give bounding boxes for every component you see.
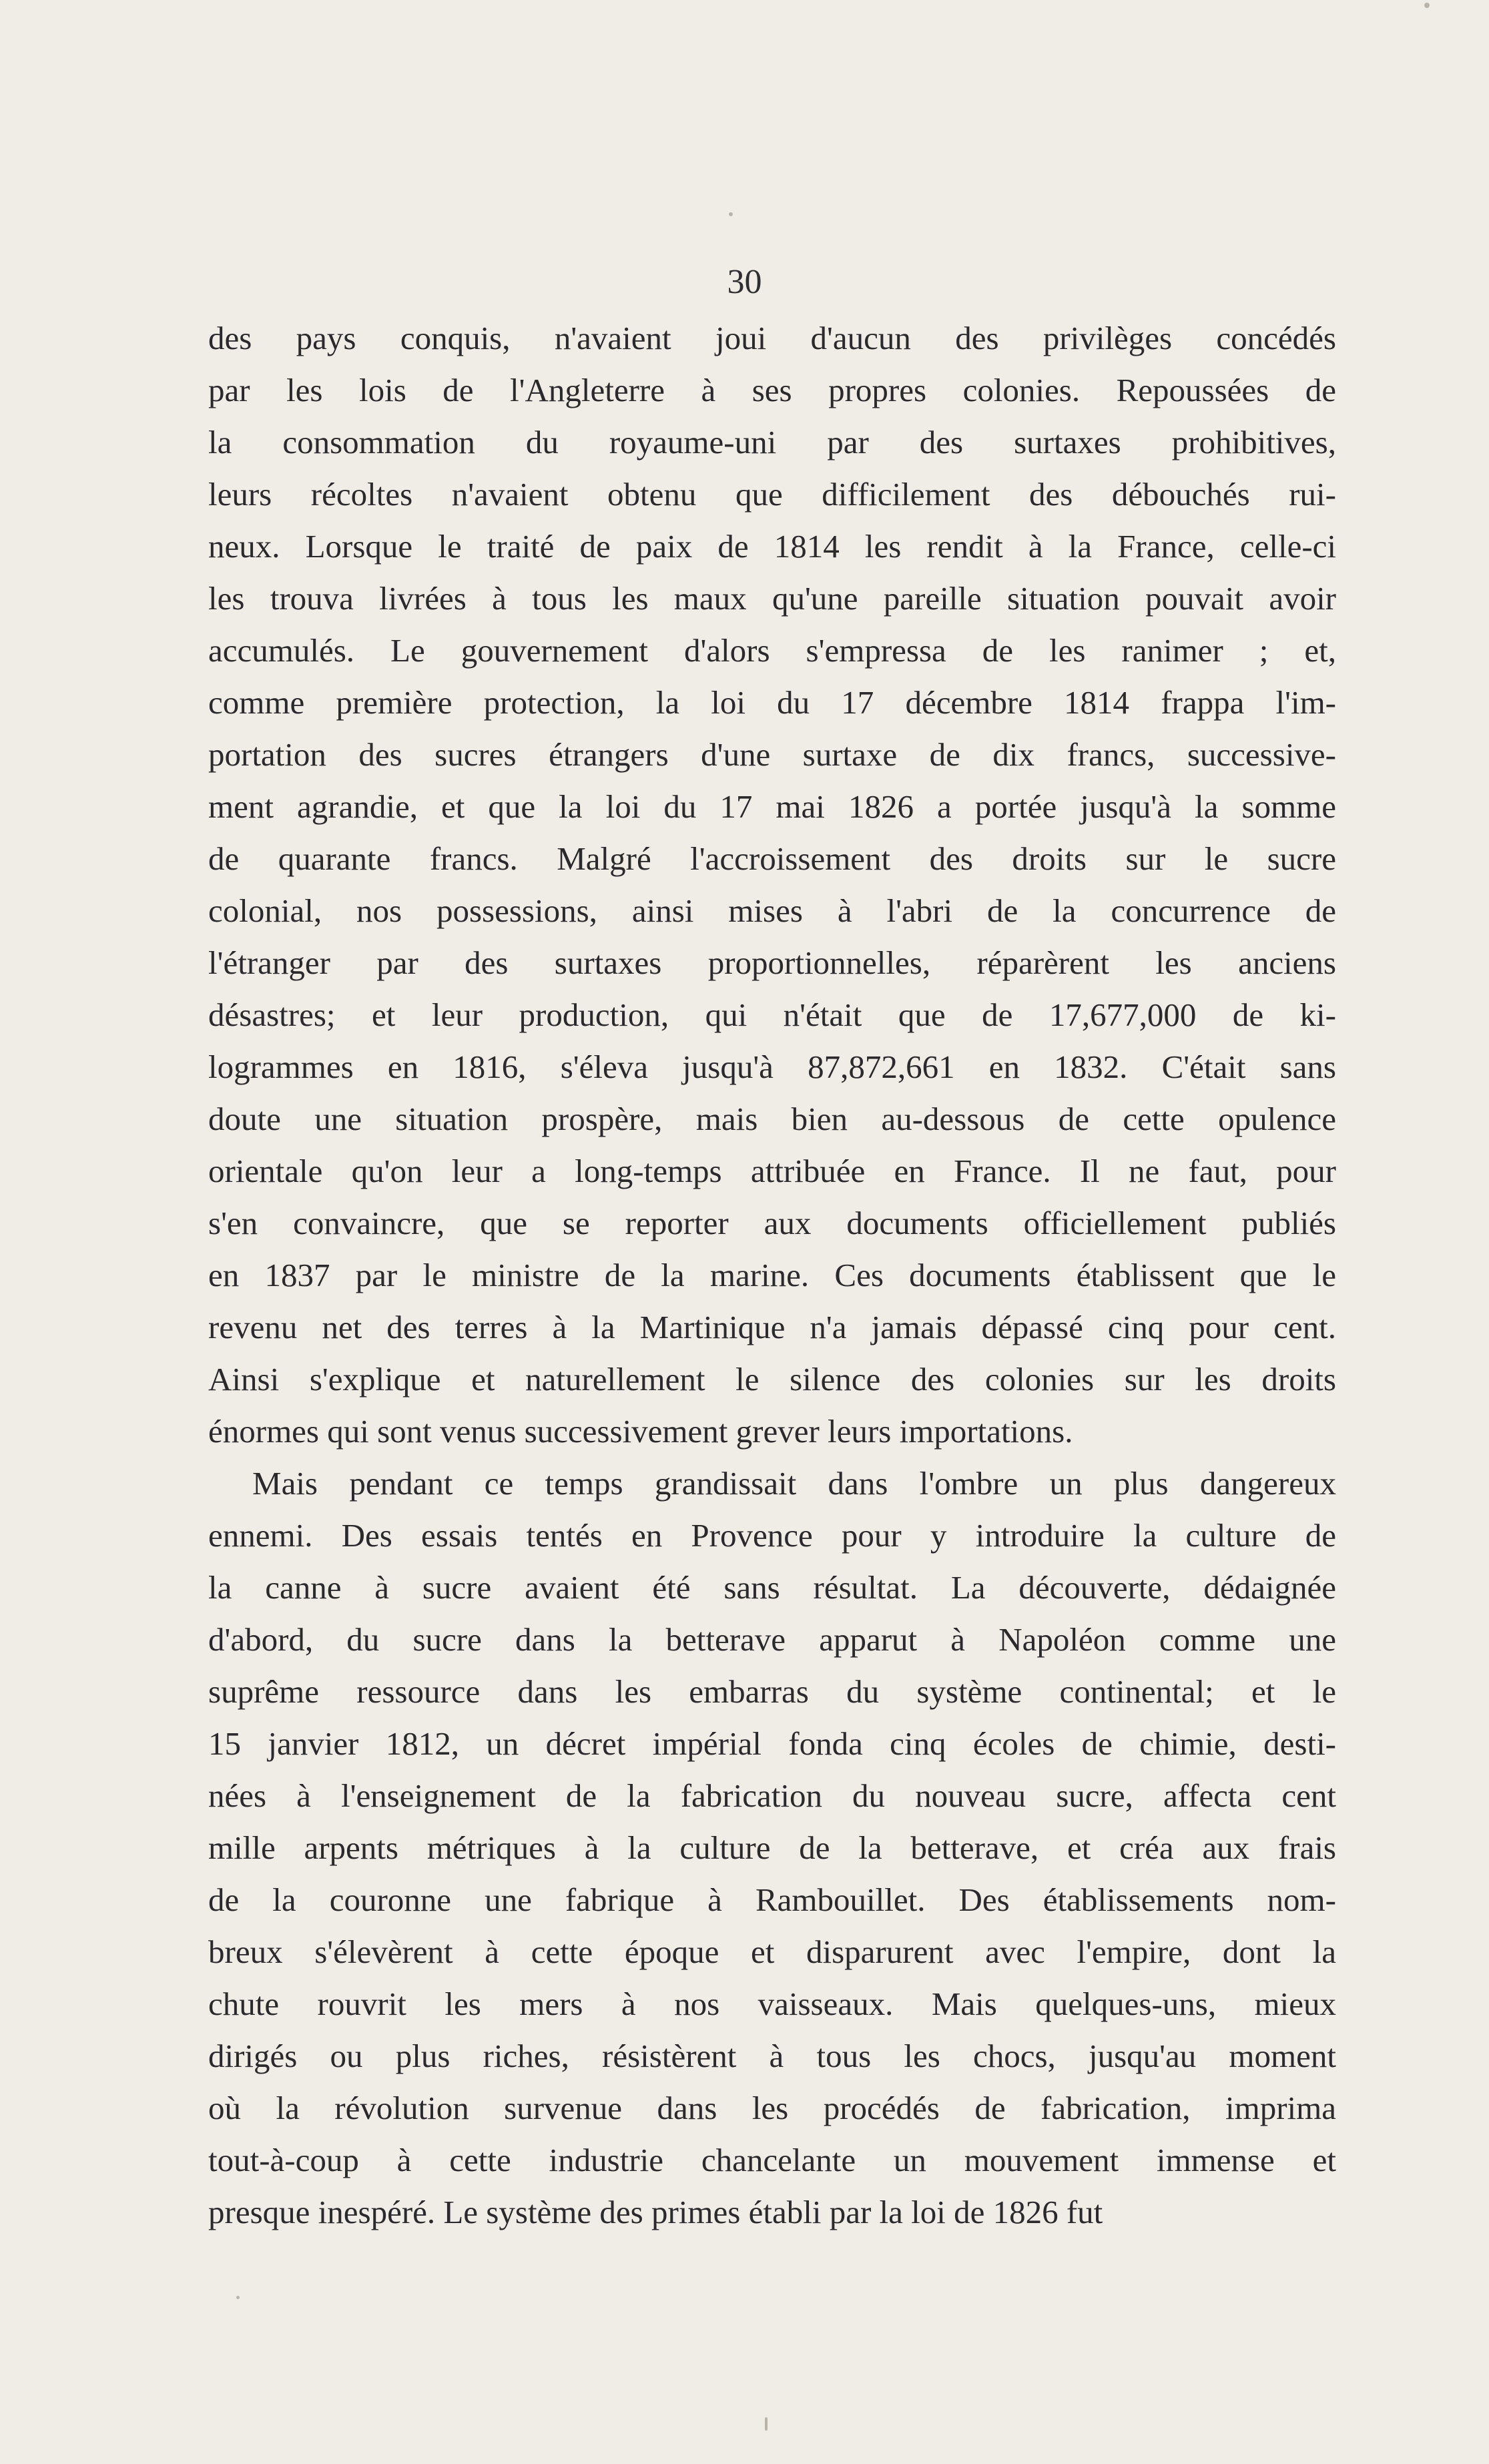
paragraph xyxy=(208,312,1336,1458)
text-line: suprême ressource dans les embarras du système continental; et le xyxy=(208,1673,1336,1710)
text-line: chute rouvrit les mers à nos vaisseaux. Mais quelques-uns, mieux xyxy=(208,1985,1336,2022)
text-line: revenu net des terres à la Martinique n'a jamais dépassé cinq pour cent. xyxy=(208,1309,1336,1345)
paper-speck xyxy=(1424,3,1430,8)
text-line: neux. Lorsque le traité de paix de 1814 les rendit à la France, celle-ci xyxy=(208,528,1336,565)
text-line: dirigés ou plus riches, résistèrent à tous les chocs, jusqu'au moment xyxy=(208,2038,1336,2074)
text-line: ment agrandie, et que la loi du 17 mai 1826 a portée jusqu'à la somme xyxy=(208,788,1336,825)
text-line: nées à l'enseignement de la fabrication du nouveau sucre, affecta cent xyxy=(208,1777,1336,1814)
text-line: par les lois de l'Angleterre à ses propres colonies. Repoussées de xyxy=(208,372,1336,408)
paper-speck xyxy=(236,2296,240,2299)
text-line: portation des sucres étrangers d'une surtaxe de dix francs, successive- xyxy=(208,736,1336,773)
text-line: tout-à-coup à cette industrie chancelante un mouvement immense et xyxy=(208,2142,1336,2178)
text-line: Mais pendant ce temps grandissait dans l'ombre un plus dangereux xyxy=(252,1465,1336,1502)
text-line: les trouva livrées à tous les maux qu'une pareille situation pouvait avoir xyxy=(208,580,1336,617)
text-line: en 1837 par le ministre de la marine. Ces documents établissent que le xyxy=(208,1257,1336,1293)
body-text xyxy=(208,312,1336,2238)
text-line: de la couronne une fabrique à Rambouillet. Des établissements nom- xyxy=(208,1881,1336,1918)
text-line: s'en convaincre, que se reporter aux documents officiellement publiés xyxy=(208,1205,1336,1241)
paragraph xyxy=(208,1458,1336,2238)
text-line: orientale qu'on leur a long-temps attribuée en France. Il ne faut, pour xyxy=(208,1153,1336,1189)
text-line: la canne à sucre avaient été sans résultat. La découverte, dédaignée xyxy=(208,1569,1336,1606)
text-line: breux s'élevèrent à cette époque et disparurent avec l'empire, dont la xyxy=(208,1933,1336,1970)
text-line: où la révolution survenue dans les procédés de fabrication, imprima xyxy=(208,2090,1336,2126)
paper-speck xyxy=(729,212,733,216)
text-line: accumulés. Le gouvernement d'alors s'empressa de les ranimer ; et, xyxy=(208,632,1336,669)
text-line: logrammes en 1816, s'éleva jusqu'à 87,872,661 en 1832. C'était sans xyxy=(208,1048,1336,1085)
page-number: 30 xyxy=(727,263,762,301)
text-line: l'étranger par des surtaxes proportionnelles, réparèrent les anciens xyxy=(208,944,1336,981)
text-line: énormes qui sont venus successivement grever leurs importations. xyxy=(208,1413,1073,1450)
text-line: désastres; et leur production, qui n'était que de 17,677,000 de ki- xyxy=(208,996,1336,1033)
text-line: Ainsi s'explique et naturellement le silence des colonies sur les droits xyxy=(208,1361,1336,1398)
text-line: doute une situation prospère, mais bien au-dessous de cette opulence xyxy=(208,1101,1336,1137)
text-line: comme première protection, la loi du 17 décembre 1814 frappa l'im- xyxy=(208,684,1336,721)
text-line: leurs récoltes n'avaient obtenu que difficilement des débouchés rui- xyxy=(208,476,1336,513)
text-line: mille arpents métriques à la culture de la betterave, et créa aux frais xyxy=(208,1829,1336,1866)
text-line: d'abord, du sucre dans la betterave apparut à Napoléon comme une xyxy=(208,1621,1336,1658)
paper-speck xyxy=(765,2417,768,2431)
text-line: la consommation du royaume-uni par des surtaxes prohibitives, xyxy=(208,424,1336,460)
text-line: des pays conquis, n'avaient joui d'aucun des privilèges concédés xyxy=(208,320,1336,356)
text-line: colonial, nos possessions, ainsi mises à l'abri de la concurrence de xyxy=(208,892,1336,929)
text-line: de quarante francs. Malgré l'accroissement des droits sur le sucre xyxy=(208,840,1336,877)
text-line: 15 janvier 1812, un décret impérial fonda cinq écoles de chimie, desti- xyxy=(208,1725,1336,1762)
text-line: ennemi. Des essais tentés en Provence pour y introduire la culture de xyxy=(208,1517,1336,1554)
text-line: presque inespéré. Le système des primes établi par la loi de 1826 fut xyxy=(208,2194,1103,2230)
